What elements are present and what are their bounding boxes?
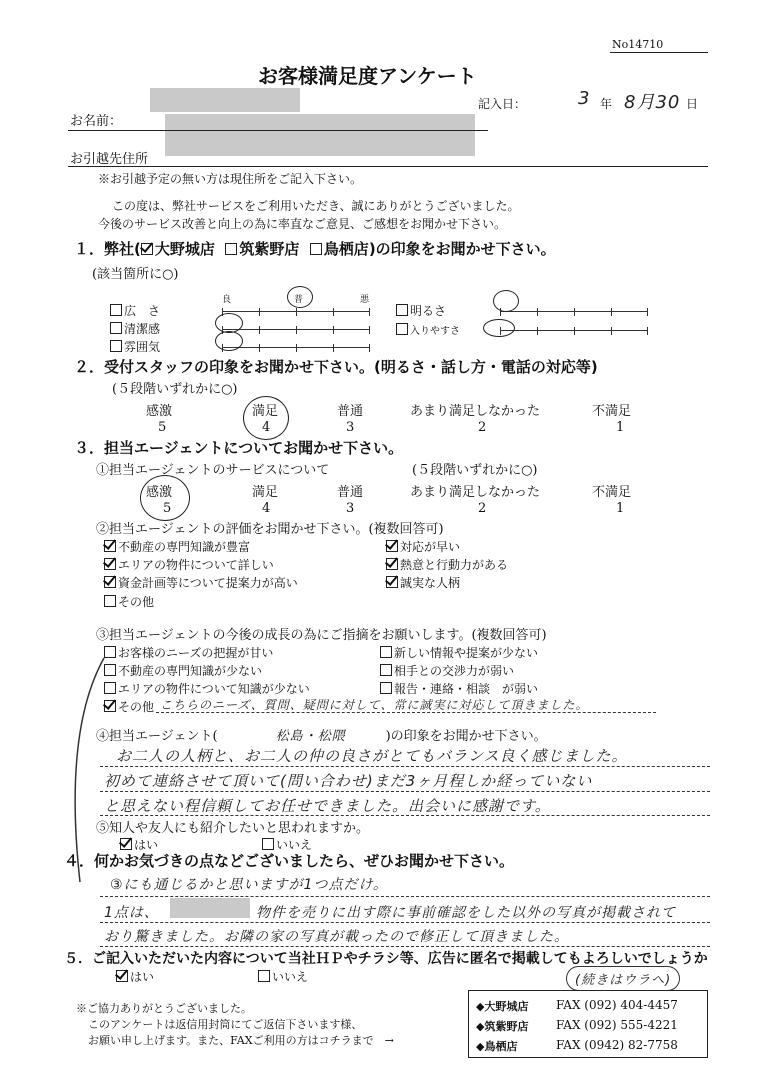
q4-line-1 <box>100 896 710 897</box>
q5-continued-note: (続きはウラへ) <box>566 966 680 991</box>
q3-s3-item-info: 新しい情報や提案が少ない <box>380 644 538 661</box>
q3-option-4: あまり満足しなかった <box>410 485 541 500</box>
scale-atmosphere <box>222 347 370 348</box>
q3-s4-handwriting-1: お二人の人柄と、お二人の仲の良さがとてもバランス良く感じました。 <box>116 747 628 765</box>
q3-s4-line-2 <box>100 791 710 792</box>
address-label: お引越先住所 <box>70 152 149 167</box>
scale-accessibility <box>500 330 648 331</box>
q4-title: ４．何かお気づきの点などございましたら、ぜひお聞かせ下さい。 <box>64 852 515 870</box>
q3-s3-item-knowledge: 不動産の専門知識が少ない <box>104 662 262 679</box>
q3-title: ３．担当エージェントについてお聞かせ下さい。 <box>74 439 404 457</box>
q3-option-3: 普通 <box>337 485 364 500</box>
q1-item-brightness: 明るさ <box>396 302 446 319</box>
q3-s5-no: いいえ <box>262 836 312 853</box>
address-note: ※お引越予定の無い方は現住所をご記入下さい。 <box>98 172 363 186</box>
q5-no: いいえ <box>258 968 308 985</box>
q5-yes: はい <box>116 968 154 985</box>
q3-s4-line-3 <box>100 815 710 816</box>
contact-fax-3: FAX (0942) 82-7758 <box>556 1038 678 1052</box>
form-number: No14710 <box>612 38 664 51</box>
q2-score-1: 5 <box>158 420 167 435</box>
scale-bad-label: 悪 <box>360 295 370 305</box>
q2-score-4: 2 <box>478 420 487 435</box>
q4-handwriting-3: 物件を売りに出す際に事前確認をした以外の写真が掲載されて <box>256 905 676 921</box>
q3-s2-item-expertise: 不動産の専門知識が豊富 <box>104 538 250 555</box>
q3-score-4: 2 <box>478 501 487 516</box>
entry-date-year: 3 <box>578 88 591 109</box>
q2-title: ２．受付スタッフの印象をお聞かせ下さい。(明るさ・話し方・電話の対応等) <box>74 358 598 376</box>
q3-s4-line-1 <box>100 766 710 767</box>
redacted-name <box>150 88 300 112</box>
contact-store-1: ◆大野城店 <box>476 1000 529 1013</box>
address-underline <box>68 166 708 167</box>
q4-line-3 <box>100 946 710 947</box>
q1-item-accessibility: 入りやすさ <box>396 322 460 337</box>
q3-option-1: 感激 <box>146 485 173 500</box>
footer-thanks: ※ご協力ありがとうございました。 <box>76 1002 252 1015</box>
q1-item-cleanliness: 清潔感 <box>110 320 160 337</box>
q3-s2-item-sincere: 誠実な人柄 <box>386 574 460 591</box>
q2-option-5: 不満足 <box>592 404 632 419</box>
name-underline <box>68 130 488 131</box>
scale-brightness <box>500 311 648 312</box>
entry-date-year-unit: 年 <box>600 97 613 111</box>
q3-score-3: 3 <box>346 501 355 516</box>
scale-cleanliness <box>222 329 370 330</box>
q3-option-5: 不満足 <box>592 485 632 500</box>
q3-s2-item-finance: 資金計画等について提案力が高い <box>104 574 298 591</box>
q3-s1-instruction: (５段階いずれかに○) <box>412 463 538 478</box>
q3-s3-item-other: その他 <box>104 698 154 715</box>
form-number-underline <box>610 52 708 53</box>
q3-s2-item-area: エリアの物件について詳しい <box>104 556 274 573</box>
q2-option-2: 満足 <box>252 404 279 419</box>
q3-s3-item-report: 報告・連絡・相談 が弱い <box>380 680 538 697</box>
q2-option-4: あまり満足しなかった <box>410 404 541 419</box>
q3-s2-item-quick: 対応が早い <box>386 538 460 555</box>
circle-size-average <box>287 286 313 308</box>
q2-score-2: 4 <box>262 420 271 435</box>
circle-q3-impressed <box>140 475 190 521</box>
q3-score-5: 1 <box>616 501 625 516</box>
q4-handwriting-2: 1点は、 <box>104 905 159 921</box>
q3-s4-handwriting-2: 初めて連絡させて頂いて(問い合わせ)まだ3ヶ月程しか経っていない <box>104 772 593 790</box>
contact-store-3: ◆鳥栖店 <box>476 1040 518 1053</box>
q3-s2-item-other: その他 <box>104 593 154 610</box>
entry-date-label: 記入日： <box>478 97 527 111</box>
q3-score-2: 4 <box>262 501 271 516</box>
q3-s3-item-negotiation: 相手との交渉力が弱い <box>380 662 514 679</box>
q5-title: ５．ご記入いただいた内容について当社ＨＰやチラシ等、広告に匿名で掲載してもよろしいでしょうか <box>64 951 708 967</box>
redacted-property <box>170 898 250 918</box>
q3-s5-yes: はい <box>120 836 158 853</box>
q3-s2-item-passion: 熱意と行動力がある <box>386 556 508 573</box>
contact-fax-2: FAX (092) 555-4221 <box>556 1018 678 1032</box>
contact-store-2: ◆筑紫野店 <box>476 1020 529 1033</box>
q3-s1-title: ①担当エージェントのサービスについて <box>96 463 330 478</box>
footer-fax: お願い申し上げます。また、FAXご利用の方はコチラまで → <box>88 1034 394 1047</box>
circle-atmosphere-good <box>215 331 243 351</box>
redacted-address <box>165 114 475 156</box>
q3-s2-title: ②担当エージェントの評価をお聞かせ下さい。(複数回答可) <box>96 522 444 537</box>
q2-score-5: 1 <box>616 420 625 435</box>
q1-item-atmosphere: 雰囲気 <box>110 338 160 355</box>
q3-s3-other-line <box>156 712 656 713</box>
q3-s3-item-needs: お客様のニーズの把握が甘い <box>104 644 273 661</box>
scale-average-label: 普 <box>294 295 304 305</box>
footer-return: このアンケートは返信用封筒にてご返信下さいます様、 <box>88 1018 363 1031</box>
q3-s3-title: ③担当エージェントの今後の成長の為にご指摘をお願いします。(複数回答可) <box>96 628 547 643</box>
circle-accessibility-good <box>483 319 515 337</box>
entry-date-month-day: 8月30 <box>624 92 681 113</box>
q3-s3-item-area: エリアの物件について知識が少ない <box>104 680 310 697</box>
entry-date-day-unit: 日 <box>686 97 699 111</box>
q3-s4-title: ④担当エージェント( 松島・松隈 )の印象をお聞かせ下さい。 <box>96 729 547 744</box>
scale-size <box>222 311 370 312</box>
q3-s5-title: ⑤知人や友人にも紹介したいと思われますか。 <box>96 821 370 836</box>
scale-good-label: 良 <box>222 295 232 305</box>
q4-line-2 <box>100 922 710 923</box>
intro-line-1: この度は、弊社サービスをご利用いただき、誠にありがとうございました。 <box>112 199 520 213</box>
circle-q2-satisfied <box>243 396 289 440</box>
page-title: お客様満足度アンケート <box>258 64 477 88</box>
q3-s4-handwriting-3: と思えない程信頼してお任せできました。出会いに感謝です。 <box>104 797 551 815</box>
q2-score-3: 3 <box>346 420 355 435</box>
q3-score-1: 5 <box>163 501 172 516</box>
q3-option-2: 満足 <box>252 485 279 500</box>
q2-option-3: 普通 <box>337 404 364 419</box>
q1-item-size: 広 さ <box>110 302 160 319</box>
q2-option-1: 感激 <box>146 404 173 419</box>
q1-instruction: (該当箇所に○) <box>92 267 179 282</box>
name-label: お名前： <box>70 114 123 129</box>
intro-line-2: 今後のサービス改善と向上の為に率直なご意見、ご感想をお聞かせ下さい。 <box>98 217 507 231</box>
q4-handwriting-1: ③にも通じるかと思いますが1つ点だけ。 <box>110 877 388 893</box>
circle-cleanliness-good <box>215 313 243 333</box>
contact-fax-1: FAX (092) 404-4457 <box>556 998 678 1012</box>
circle-brightness-good <box>493 290 519 312</box>
q2-instruction: (５段階いずれかに○) <box>112 382 238 397</box>
q3-s3-other-handwriting: こちらのニーズ、質問、疑問に対して、常に誠実に対応して頂きました。 <box>160 698 589 712</box>
q4-handwriting-4: おり驚きました。お隣の家の写真が載ったので修正して頂きました。 <box>104 929 569 945</box>
q1-title: １．弊社( 大野城店 筑紫野店 鳥栖店)の印象をお聞かせ下さい。 <box>74 240 556 258</box>
